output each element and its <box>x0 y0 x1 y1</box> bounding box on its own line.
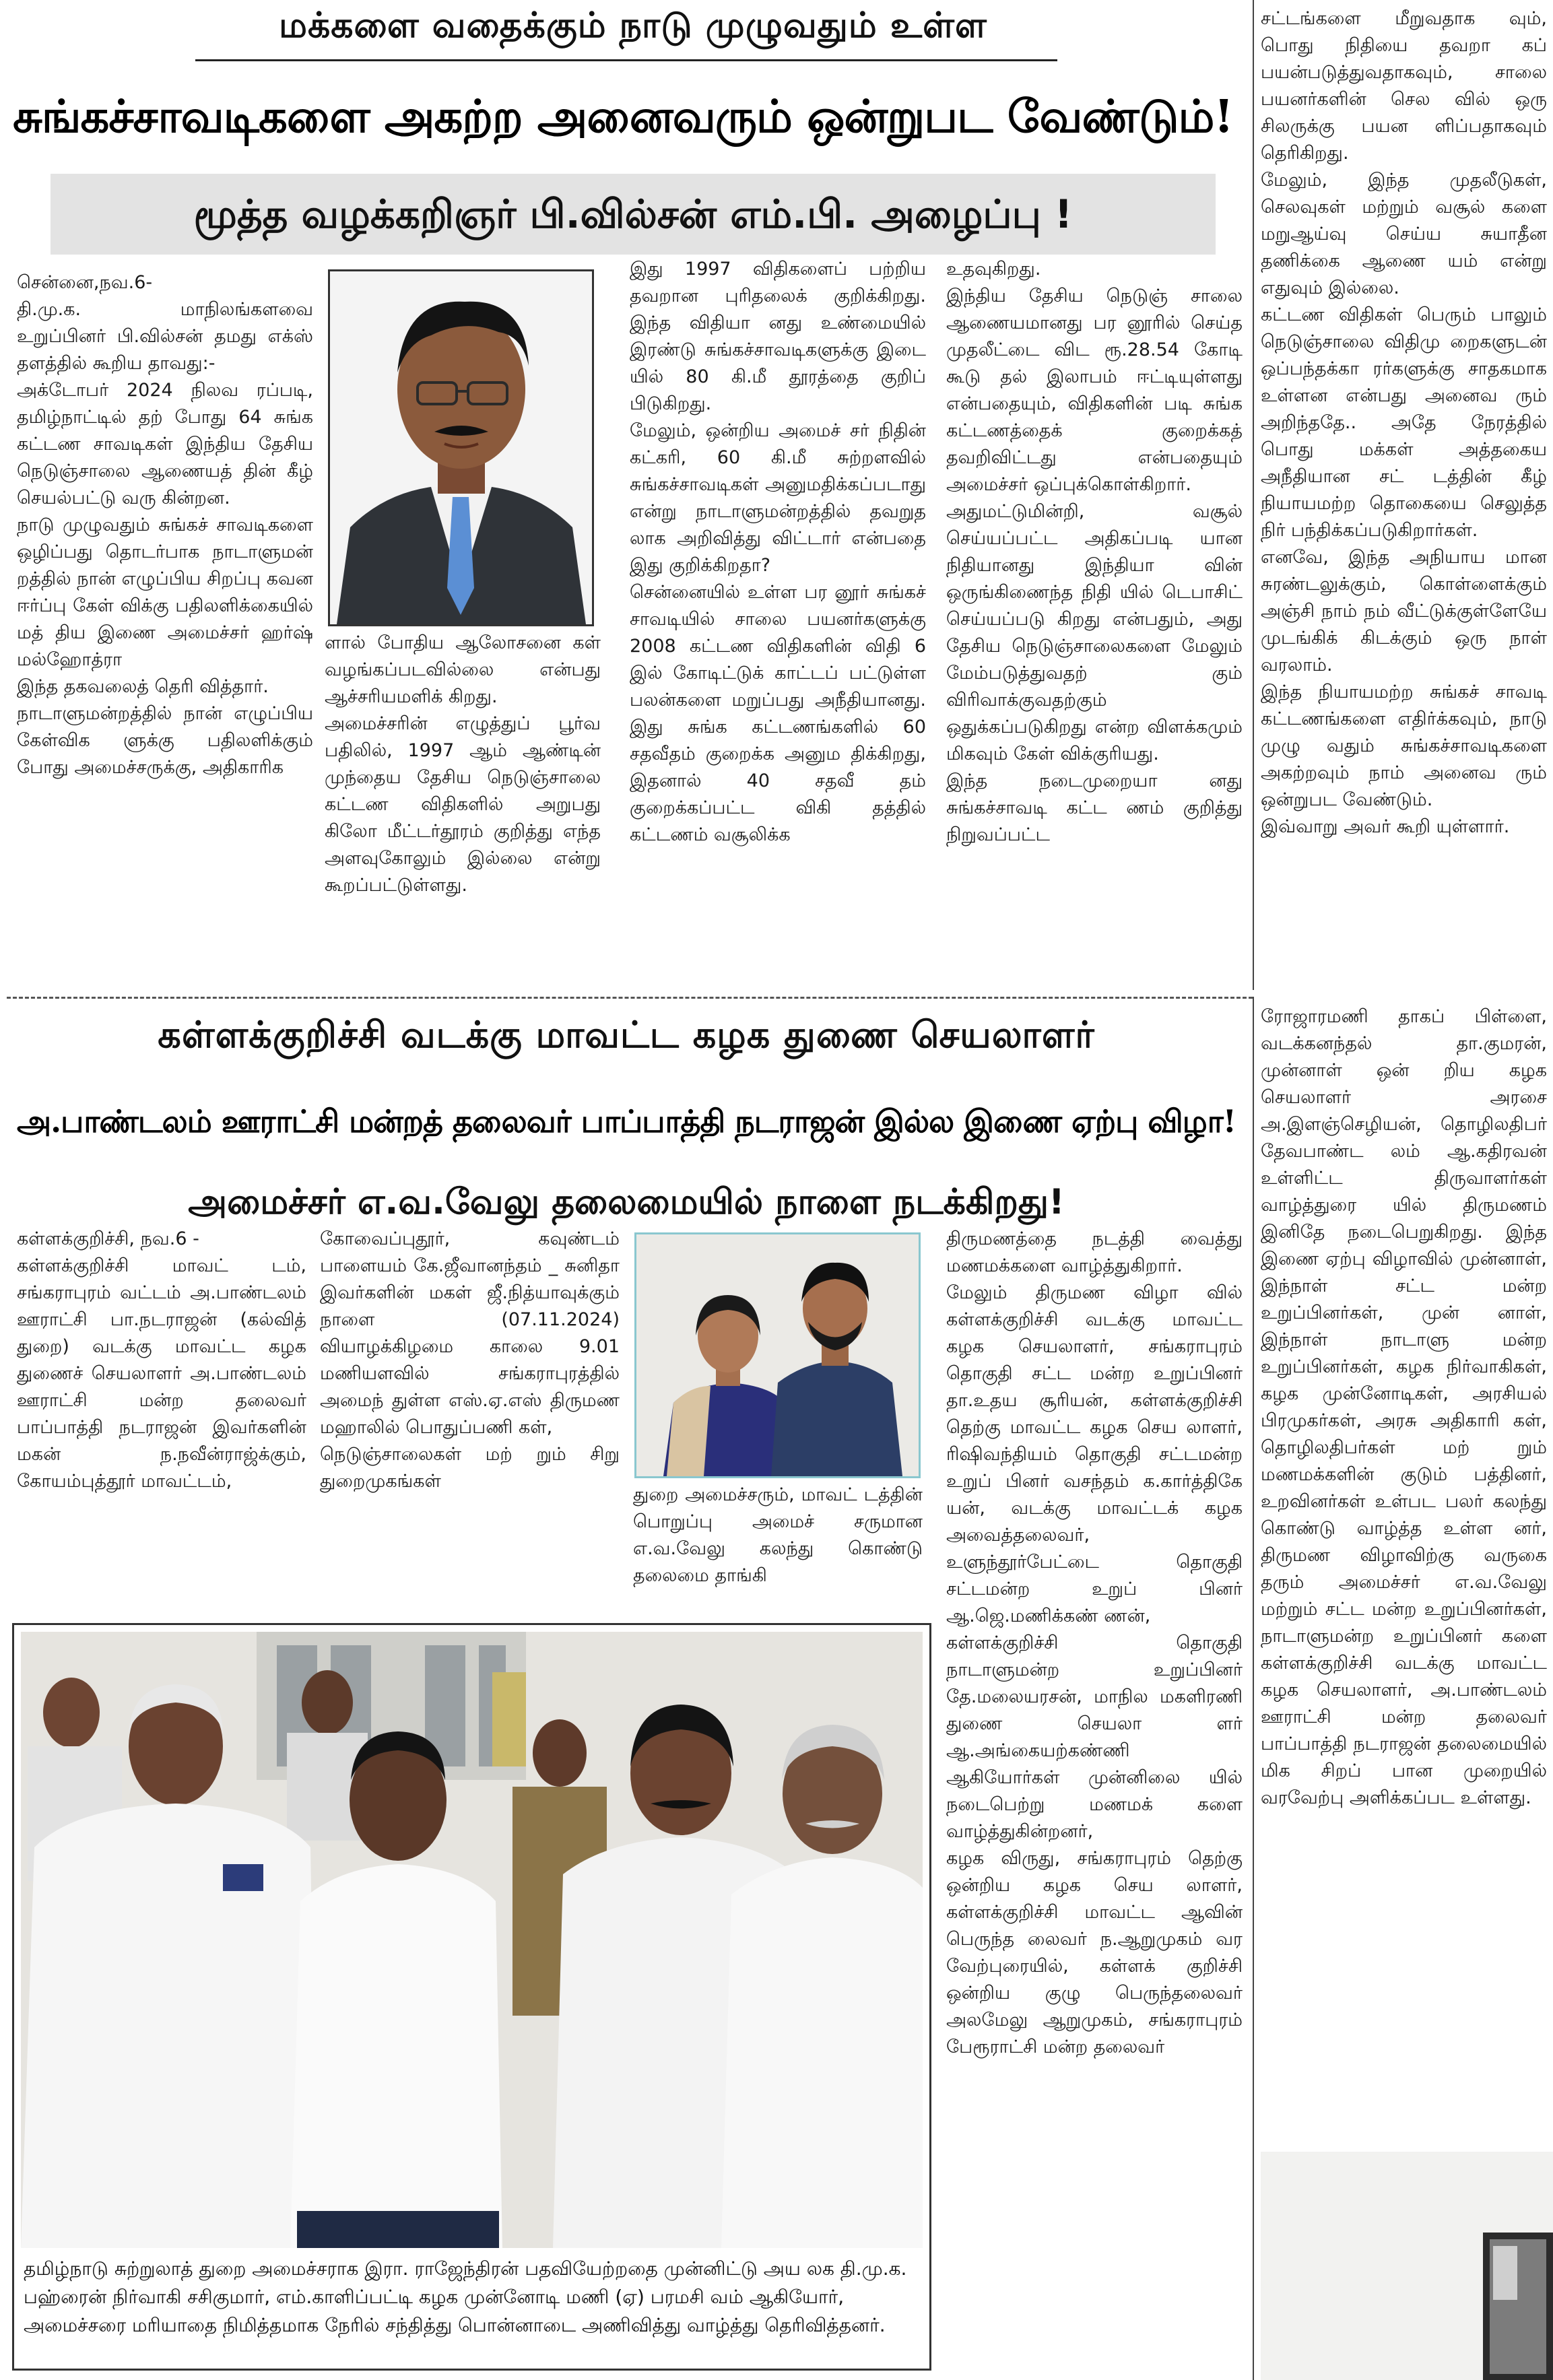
story1-column-3: இது 1997 விதிகளைப் பற்றிய தவறான புரிதலைக் குறிக்கிறது. இந்த விதியா னது உண்மையில் இரண்டு சுங்கச்சாவடிகளுக்கு இடை யில் 80 கி.மீ தூரத்தை குறிப் பிடுகிறது. மேலும், ஒன்றிய அமைச் சர் நிதின் கட்கரி, 60 கி.மீ சுற்றளவில் சுங்கச்சாவடிகள் அனுமதிக்கப்படாது என்று நாடாளுமன்றத்தில் தவறுத லாக அறிவித்து விட்டார் என்பதை இது குறிக்கிறதா? சென்னையில் உள்ள பர னூர் சுங்கச் சாவடியில் சாலை பயனர்களுக்கு 2008 கட்டண விதிகளின் விதி 6 இல் கோடிட்டுக் காட்டப் பட்டுள்ள பலன்களை மறுப்பது அநீதியானது. இது சுங்க கட்டணங்களில் 60 சதவீதம் குறைக்க அனும திக்கிறது, இதனால் 40 சதவீ தம் குறைக்கப்பட்ட விகி தத்தில் கட்டணம் வசூலிக்க <box>630 259 926 845</box>
group-photo <box>21 1632 923 2248</box>
story2-kicker: கள்ளக்குறிச்சி வடக்கு மாவட்ட கழக துணை செயலாளர் <box>158 1014 1095 1056</box>
story2-column-3: துறை அமைச்சரும், மாவட் டத்தின் பொறுப்பு அமைச் சருமான எ.வ.வேலு கலந்து கொண்டு தலைமை தாங்கி <box>633 1484 923 1586</box>
story1-kicker: மக்களை வதைக்கும் நாடு முழுவதும் உள்ள <box>279 5 987 46</box>
group-photo-frame <box>12 1623 931 2371</box>
partial-photo-bottom-right <box>1261 2152 1553 2380</box>
story2-column-2: கோவைப்புதூர், கவுண்டம் பாளையம் கே.ஜீவானந்தம் _ சுனிதா இவர்களின் மகள் ஜீ.நித்யாவுக்கும் நாளை (07.11.2024) வியாழக்கிழமை காலை 9.01 மணியளவில் சங்கராபுரத்தில் அமைந் துள்ள எஸ்.ஏ.எஸ் திருமண மஹாலில் பொதுப்பணி கள், நெடுஞ்சாலைகள் மற் றும் சிறு துறைமுகங்கள் <box>320 1228 620 1492</box>
column-rule-right <box>1253 0 1254 990</box>
partial-photo-illustration <box>1261 2152 1553 2380</box>
story1-column-2: ளால் போதிய ஆலோசனை கள் வழங்கப்படவில்லை என்பது ஆச்சரியமளிக் கிறது. அமைச்சரின் எழுத்துப் பூர்வ பதிலில், 1997 ஆம் ஆண்டின் முந்தைய தேசிய நெடுஞ்சாலை கட்டண விதிகளில் அறுபது கிலோ மீட்டர்தூரம் குறித்து எந்த அளவுகோலும் இல்லை என்று கூறப்பட்டுள்ளது. <box>325 632 601 896</box>
story1-column-5: சட்டங்களை மீறுவதாக வும், பொது நிதியை தவறா கப் பயன்படுத்துவதாகவும், சாலை பயனர்களின் செல வில் ஒரு சிலருக்கு பயன ளிப்பதாகவும் தெரிகிறது. மேலும், இந்த முதலீடுகள், செலவுகள் மற்றும் வசூல் களை மறுஆய்வு செய்ய சுயாதீன தணிக்கை ஆணை யம் என்று எதுவும் இல்லை. கட்டண விதிகள் பெரும் பாலும் நெடுஞ்சாலை விதிமு றைகளுடன் ஒப்பந்தக்கா ரர்களுக்கு சாதகமாக உள்ளன என்பது அனைவ ரும் அறிந்ததே.. அதே நேரத்தில் பொது மக்கள் அத்தகைய அநீதியான சட் டத்தின் கீழ் நியாயமற்ற தொகையை செலுத்த நிர் பந்திக்கப்படுகிறார்கள். எனவே, இந்த அநியாய மான சுரண்டலுக்கும், கொள்ளைக்கும் அஞ்சி நாம் நம் வீட்டுக்குள்ளேயே முடங்கிக் கிடக்கும் ஒரு நாள் வரலாம். இந்த நியாயமற்ற சுங்கச் சாவடி கட்டணங்களை எதிர்க்கவும், நாடு முழு வதும் சுங்கச்சாவடிகளை அகற்றவும் நாம் அனைவ ரும் ஒன்றுபட வேண்டும். இவ்வாறு அவர் கூறி யுள்ளார். <box>1261 8 1547 837</box>
story2-column-4: திருமணத்தை நடத்தி வைத்து மணமக்களை வாழ்த்துகிறார். மேலும் திருமண விழா வில் கள்ளக்குறிச்சி வடக்கு மாவட்ட கழக செயலாளர், சங்கராபுரம் தொகுதி சட்ட மன்ற உறுப்பினர் தா.உதய சூரியன், கள்ளக்குறிச்சி தெற்கு மாவட்ட கழக செய லாளர், ரிஷிவந்தியம் தொகுதி சட்டமன்ற உறுப் பினர் வசந்தம் க.கார்த்திகே யன், வடக்கு மாவட்டக் கழக அவைத்தலைவர், உளுந்தூர்பேட்டை தொகுதி சட்டமன்ற உறுப் பினர் ஆ.ஜெ.மணிக்கண் ணன், கள்ளக்குறிச்சி தொகுதி நாடாளுமன்ற உறுப்பினர் தே.மலையரசன், மாநில மகளிரணி துணை செயலா ளர் ஆ.அங்கையற்கண்ணி ஆகியோர்கள் முன்னிலை யில் நடைபெற்று மணமக் களை வாழ்த்துகின்றனர், கழக விருது, சங்கராபுரம் தெற்கு ஒன்றிய கழக செய லாளர், கள்ளக்குறிச்சி மாவட்ட ஆவின் பெருந்த லைவர் ந.ஆறுமுகம் வர வேற்புரையில், கள்ளக் குறிச்சி ஒன்றிய குழு பெருந்தலைவர் அலமேலு ஆறுமுகம், சங்கராபுரம் பேரூராட்சி மன்ற தலைவர் <box>946 1228 1243 2057</box>
column-rule-right-2 <box>1253 997 1254 2380</box>
story2-column-5: ரோஜாரமணி தாகப் பிள்ளை, வடக்கனந்தல் தா.குமரன், முன்னாள் ஒன் றிய கழக செயலாளர் அரசை அ.இளஞ்செழியன், தொழிலதிபர் தேவபாண்ட லம் ஆ.கதிரவன் உள்ளிட்ட திருவாளர்கள் வாழ்த்துரை யில் திருமணம் இனிதே நடைபெறுகிறது. இந்த இணை ஏற்பு விழாவில் முன்னாள், இந்நாள் சட்ட மன்ற உறுப்பினர்கள், முன் னாள், இந்நாள் நாடாளு மன்ற உறுப்பினர்கள், கழக நிர்வாகிகள், கழக முன்னோடிகள், அரசியல் பிரமுகர்கள், அரசு அதிகாரி கள், தொழிலதிபர்கள் மற் றும் மணமக்களின் குடும் பத்தினர், உறவினர்கள் உள்பட பலர் கலந்து கொண்டு வாழ்த்த உள்ள னர், திருமண விழாவிற்கு வருகை தரும் அமைச்சர் எ.வ.வேலு மற்றும் சட்ட மன்ற உறுப்பினர்கள், நாடாளுமன்ற உறுப்பினர் களை கள்ளக்குறிச்சி வடக்கு மாவட்ட கழக செயலாளர், அ.பாண்டலம் ஊராட்சி மன்ற தலைவர் பாப்பாத்தி நடராஜன் தலைமையில் மிக சிறப் பான முறையில் வரவேற்பு அளிக்கப்பட உள்ளது. <box>1261 1006 1547 1808</box>
story1-headline: சுங்கச்சாவடிகளை அகற்ற அனைவரும் ஒன்றுபட வேண்டும்! <box>13 90 1233 143</box>
couple-illustration <box>636 1234 919 1476</box>
story1-subhead: மூத்த வழக்கறிஞர் பி.வில்சன் எம்.பி. அழைப்பு ! <box>193 191 1073 237</box>
story-separator <box>7 997 1253 999</box>
story1-kicker-underline <box>195 59 1057 61</box>
story2-column-1: கள்ளக்குறிச்சி, நவ.6 - கள்ளக்குறிச்சி மாவட் டம், சங்கராபுரம் வட்டம் அ.பாண்டலம் ஊராட்சி பா.நடராஜன் (கல்வித் துறை) வடக்கு மாவட்ட கழக துணைச் செயலாளர் அ.பாண்டலம் ஊராட்சி மன்ற தலைவர் பாப்பாத்தி நடராஜன் இவர்களின் மகன் ந.நவீன்ராஜ்க்கும், கோயம்புத்தூர் மாவட்டம், <box>17 1228 306 1492</box>
couple-photo <box>634 1232 921 1478</box>
portrait-illustration <box>330 271 592 624</box>
story1-column-1: சென்னை,நவ.6- தி.மு.க. மாநிலங்களவை உறுப்பினர் பி.வில்சன் தமது எக்ஸ் தளத்தில் கூறிய தாவது:- அக்டோபர் 2024 நிலவ ரப்படி, தமிழ்நாட்டில் தற் போது 64 சுங்க கட்டண சாவடிகள் இந்திய தேசிய நெடுஞ்சாலை ஆணையத் தின் கீழ் செயல்பட்டு வரு கின்றன. நாடு முழுவதும் சுங்கச் சாவடிகளை ஒழிப்பது தொடர்பாக நாடாளுமன் றத்தில் நான் எழுப்பிய சிறப்பு கவன ஈர்ப்பு கேள் விக்கு பதிலளிக்கையில் மத் திய இணை அமைச்சர் ஹர்ஷ் மல்ஹோத்ரா இந்த தகவலைத் தெரி வித்தார். நாடாளுமன்றத்தில் நான் எழுப்பிய கேள்விக ளுக்கு பதிலளிக்கும் போது அமைச்சருக்கு, அதிகாரிக <box>17 272 313 778</box>
group-photo-caption: தமிழ்நாடு சுற்றுலாத் துறை அமைச்சராக இரா. ராஜேந்திரன் பதவியேற்றதை முன்னிட்டு அய லக தி.மு.க. பஹ்ரைன் நிர்வாகி சசிகுமார், எம்.காளிப்பட்டி கழக முன்னோடி மணி (ஏ) பரமசி வம் ஆகியோர், அமைச்சரை மரியாதை நிமித்தமாக நேரில் சந்தித்து பொன்னாடை அணிவித்து வாழ்த்து தெரிவித்தனர். <box>24 2257 907 2336</box>
portrait-photo <box>328 269 594 626</box>
group-photo-illustration <box>21 1632 923 2248</box>
story2-subhead: அமைச்சர் எ.வ.வேலு தலைமையில் நாளை நடக்கிறது! <box>188 1182 1065 1222</box>
story2-headline: அ.பாண்டலம் ஊராட்சி மன்றத் தலைவர் பாப்பாத்தி நடராஜன் இல்ல இணை ஏற்பு விழா! <box>17 1103 1236 1139</box>
story1-column-4: உதவுகிறது. இந்திய தேசிய நெடுஞ் சாலை ஆணையமானது பர னூரில் செய்த முதலீட்டை விட ரூ.28.54 கோடி கூடு தல் இலாபம் ஈட்டியுள்ளது என்பதையும், விதிகளின் படி சுங்க கட்டணத்தைக் குறைக்கத் தவறிவிட்டது என்பதையும் அமைச்சர் ஒப்புக்கொள்கிறார். அதுமட்டுமின்றி, வசூல் செய்யப்பட்ட அதிகப்படி யான நிதியானது இந்தியா வின் ஒருங்கிணைந்த நிதி யில் டெபாசிட் செய்யப்படு கிறது என்பதும், அது தேசிய நெடுஞ்சாலைகளை மேலும் மேம்படுத்துவதற் கும் விரிவாக்குவதற்கும் ஒதுக்கப்படுகிறது என்ற விளக்கமும் மிகவும் கேள் விக்குரியது. இந்த நடைமுறையா னது சுங்கச்சாவடி கட்ட ணம் குறித்து நிறுவப்பட்ட <box>946 259 1243 845</box>
